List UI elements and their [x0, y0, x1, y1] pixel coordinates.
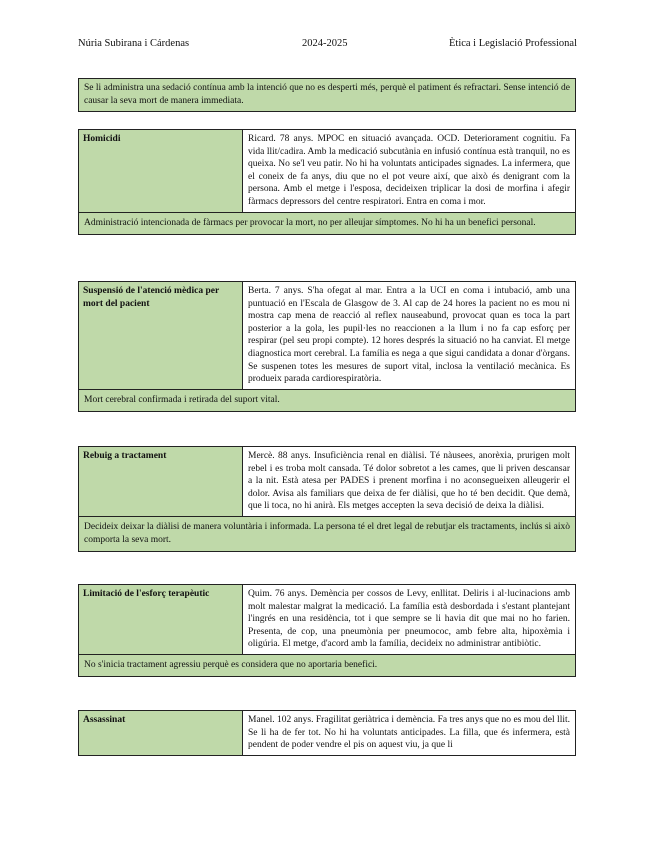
case-title: Homicidi	[79, 130, 243, 212]
header-subject: Ètica i Legislació Professional	[448, 38, 577, 49]
case-row	[79, 585, 575, 655]
case-footer: Mort cerebral confirmada i retirada del suport vital.	[79, 390, 575, 411]
header-author: Núria Subirana i Cárdenas	[78, 38, 190, 49]
header-year: 2024-2025	[302, 38, 348, 49]
case-limitacio	[78, 584, 576, 677]
case-description: Mercè. 88 anys. Insuficiència renal en diàlisi. Té nàusees, anorèxia, prurigen molt rebel i es troba molt cansada. Té dolor sobretot a les cames, que li priven descansar a la nit. Està atesa per PADES i prenent morfina i no aconsegueixen alleugerir el dolor. Avisa als familiars que deixa de fer diàlisi, que ho té ben decidit. Que demà, que li toca, no hi anirà. Els metges accepten la seva decisió de deixa la diàlisi.	[243, 447, 575, 516]
intro-note	[78, 78, 576, 112]
case-title: Rebuig a tractament	[79, 447, 243, 516]
case-suspensio	[78, 281, 576, 412]
case-assassinat	[78, 710, 576, 756]
case-title: Suspensió de l'atenció mèdica per mort del pacient	[79, 282, 243, 389]
case-description: Ricard. 78 anys. MPOC en situació avançada. OCD. Deteriorament cognitiu. Fa vida llit/cadira. Amb la medicació subcutània en infusió contínua està tranquil, no es queixa. No se'l veu patir. No hi ha voluntats anticipades signades. La infermera, que el coneix de fa anys, diu que no el pot veure així, que això és denigrant com la persona. Amb el metge i l'esposa, decideixen triplicar la dosi de morfina i afegir fàrmacs depressors del centre respiratori. Entra en coma i mor.	[243, 130, 575, 212]
case-description: Manel. 102 anys. Fragilitat geriàtrica i demència. Fa tres anys que no es mou del llit. Se li ha de fer tot. No hi ha voluntats anticipades. La filla, que és infermera, està pendent de poder vendre el pis on aquest viu, ja que li	[243, 711, 575, 755]
case-row	[79, 447, 575, 517]
case-description: Berta. 7 anys. S'ha ofegat al mar. Entra a la UCI en coma i intubació, amb una puntuació en l'Escala de Glasgow de 3. Al cap de 24 hores la pacient no es mou ni mostra cap mena de reacció al reflex nauseabund, provocat quan es toca la part posterior a la gola, les pupil·les no reaccionen a la llum i no fa cap esforç per respirar (pel seu propi compte). 12 hores després la situació no ha canviat. El metge diagnostica mort cerebral. La família es nega a que sigui candidata a donar d'òrgans. Se suspenen totes les mesures de suport vital, inclosa la ventilació mecànica. Es produeix parada cardiorespiratòria.	[243, 282, 575, 389]
case-footer: Administració intencionada de fàrmacs per provocar la mort, no per alleujar símptomes. No hi ha un benefici personal.	[79, 213, 575, 234]
case-row	[79, 711, 575, 756]
case-description: Quim. 76 anys. Demència per cossos de Levy, enllitat. Deliris i al·lucinacions amb molt malestar malgrat la medicació. La família està desbordada i s'estant plantejant l'ingrés en una residència, tot i que sempre se li havia dit que mai no ho farien. Presenta, de cop, una pneumònia per pneumococ, amb febre alta, hipoxèmia i oligúria. El metge, d'acord amb la família, decideix no administrar antibiòtic.	[243, 585, 575, 654]
case-row	[79, 130, 575, 213]
case-footer: No s'inicia tractament agressiu perquè es considera que no aportaria benefici.	[79, 655, 575, 676]
case-row	[79, 282, 575, 390]
intro-note-text: Se li administra una sedació contínua amb la intenció que no es desperti més, perquè el patiment és refractari. Sense intenció de causar la seva mort de manera immediata.	[84, 83, 570, 106]
case-footer: Decideix deixar la diàlisi de manera voluntària i informada. La persona té el dret legal de rebutjar els tractaments, inclús si això comporta la seva mort.	[79, 517, 575, 551]
case-homicidi	[78, 129, 576, 235]
case-rebuig	[78, 446, 576, 552]
case-title: Limitació de l'esforç terapèutic	[79, 585, 243, 654]
page-header	[78, 38, 577, 54]
case-title: Assassinat	[79, 711, 243, 755]
